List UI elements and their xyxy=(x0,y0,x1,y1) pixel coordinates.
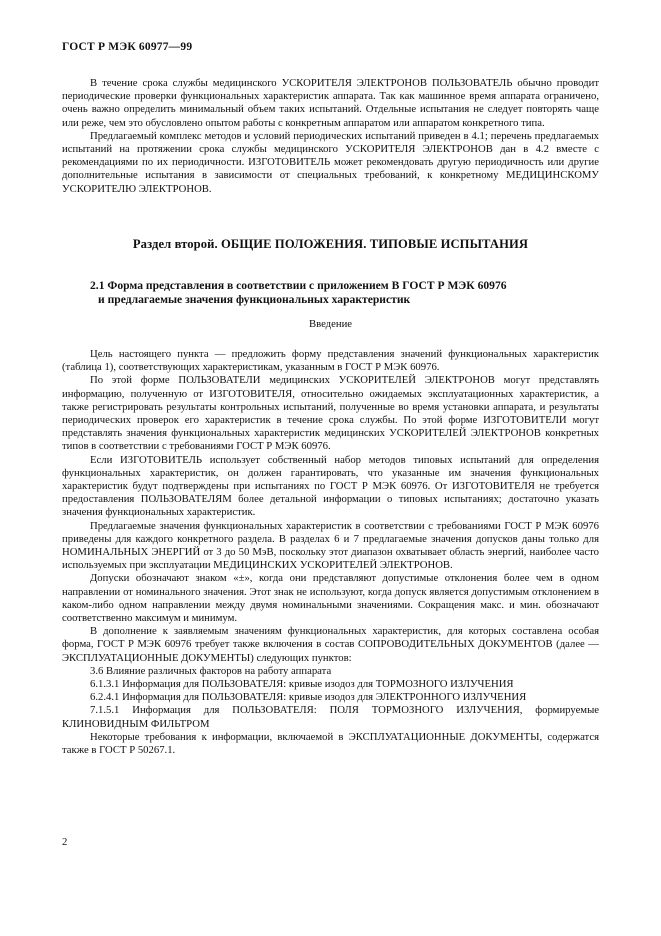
page-number: 2 xyxy=(62,836,68,848)
paragraph: По этой форме ПОЛЬЗОВАТЕЛИ медицинских УСКОРИТЕЛЕЙ ЭЛЕКТРОНОВ могут представлять информацию, полученную от ИЗГОТОВИТЕЛЯ, относительно ожидаемых эксплуатационных характеристик, а также регистрировать результаты контрольных испытаний, полученные во время установки аппарата, и результаты периодических проверок его характеристик в течение срока службы. По этой форме ИЗГОТОВИТЕЛИ могут представлять значения функциональных характеристик медицинских УСКОРИТЕЛЕЙ ЭЛЕКТРОНОВ конкретных типов в соответствии с требованиями ГОСТ Р МЭК 60976. xyxy=(62,374,599,453)
body-text-block xyxy=(62,348,599,757)
list-item: 7.1.5.1 Информация для ПОЛЬЗОВАТЕЛЯ: ПОЛЯ ТОРМОЗНОГО ИЗЛУЧЕНИЯ, формируемые КЛИНОВИДНЫМ ФИЛЬТРОМ xyxy=(62,704,599,730)
list-item: 6.1.3.1 Информация для ПОЛЬЗОВАТЕЛЯ: кривые изодоз для ТОРМОЗНОГО ИЗЛУЧЕНИЯ xyxy=(90,678,514,691)
paragraph: Предлагаемые значения функциональных характеристик в соответствии с требованиями ГОСТ Р МЭК 60976 приведены для каждого конкретного раздела. В разделах 6 и 7 предлагаемые значения допусков даны только для НОМИНАЛЬНЫХ ЭНЕРГИЙ от 3 до 50 МэВ, поскольку этот диапазон охватывает область энергий, наиболее часто используемых при эксплуатации МЕДИЦИНСКИХ УСКОРИТЕЛЕЙ ЭЛЕКТРОНОВ. xyxy=(62,519,599,572)
paragraph: В течение срока службы медицинского УСКОРИТЕЛЯ ЭЛЕКТРОНОВ ПОЛЬЗОВАТЕЛЬ обычно проводит периодические проверки функциональных характеристик аппарата. Так как машинное время аппарата ограничено, очень важно определить минимальный объем таких испытаний. Отдельные испытания не следует повторять чаще или реже, чем это обусловлено опытом работы с конкретным аппаратом или аппаратом конкретного типа. xyxy=(62,77,599,129)
document-header: ГОСТ Р МЭК 60977—99 xyxy=(62,41,193,53)
subsection-title-line2: и предлагаемые значения функциональных характеристик xyxy=(98,293,411,306)
paragraph: Некоторые требования к информации, включаемой в ЭКСПЛУАТАЦИОННЫЕ ДОКУМЕНТЫ, содержатся также в ГОСТ Р 50267.1. xyxy=(62,730,599,757)
paragraph: В дополнение к заявляемым значениям функциональных характеристик, для которых составлена особая форма, ГОСТ Р МЭК 60976 требует также включения в состав СОПРОВОДИТЕЛЬНЫХ ДОКУМЕНТОВ (далее — ЭКСПЛУАТАЦИОННЫЕ ДОКУМЕНТЫ) следующих пунктов: xyxy=(62,625,599,664)
paragraph: Предлагаемый комплекс методов и условий периодических испытаний приведен в 4.1; перечень предлагаемых испытаний на протяжении срока службы медицинского УСКОРИТЕЛЯ ЭЛЕКТРОНОВ дан в 4.2 вместе с рекомендациями по их периодичности. ИЗГОТОВИТЕЛЬ может рекомендовать другую периодичность или другие дополнительные испытания в зависимости от специальных требований, к конкретному МЕДИЦИНСКОМУ УСКОРИТЕЛЮ ЭЛЕКТРОНОВ. xyxy=(62,129,599,195)
paragraph: Допуски обозначают знаком «±», когда они представляют допустимые отклонения более чем в одном направлении от номинального значения. Этот знак не используют, когда допуск является допустимым отклонением в каком-либо одном направлении между двумя номинальными значениями. Сокращения макс. и мин. обозначают соответственно максимум и минимум. xyxy=(62,572,599,625)
intro-text-block xyxy=(62,77,599,196)
section-title: Раздел второй. ОБЩИЕ ПОЛОЖЕНИЯ. ТИПОВЫЕ ИСПЫТАНИЯ xyxy=(132,237,529,251)
list-item: 6.2.4.1 Информация для ПОЛЬЗОВАТЕЛЯ: кривые изодоз для ЭЛЕКТРОННОГО ИЗЛУЧЕНИЯ xyxy=(90,691,527,704)
subsection-title-line1: 2.1 Форма представления в соответствии с приложением В ГОСТ Р МЭК 60976 xyxy=(90,279,507,292)
subsection-title xyxy=(90,279,600,307)
paragraph: Цель настоящего пункта — предложить форму представления значений функциональных характеристик (таблица 1), соответствующих характеристикам, указанным в ГОСТ Р МЭК 60976. xyxy=(62,348,599,374)
paragraph: Если ИЗГОТОВИТЕЛЬ использует собственный набор методов типовых испытаний для определения функциональных характеристик, он должен гарантировать, что указанные им значения функциональных характеристик будут подтверждены при испытаниях по ГОСТ Р МЭК 60976. От ИЗГОТОВИТЕЛЯ не требуется предоставления ПОЛЬЗОВАТЕЛЯМ более детальной информации о типовых испытаниях; достаточно указать значения функциональных характеристик. xyxy=(62,453,599,519)
list-item: 3.6 Влияние различных факторов на работу аппарата xyxy=(90,664,332,677)
intro-heading: Введение xyxy=(308,318,353,330)
